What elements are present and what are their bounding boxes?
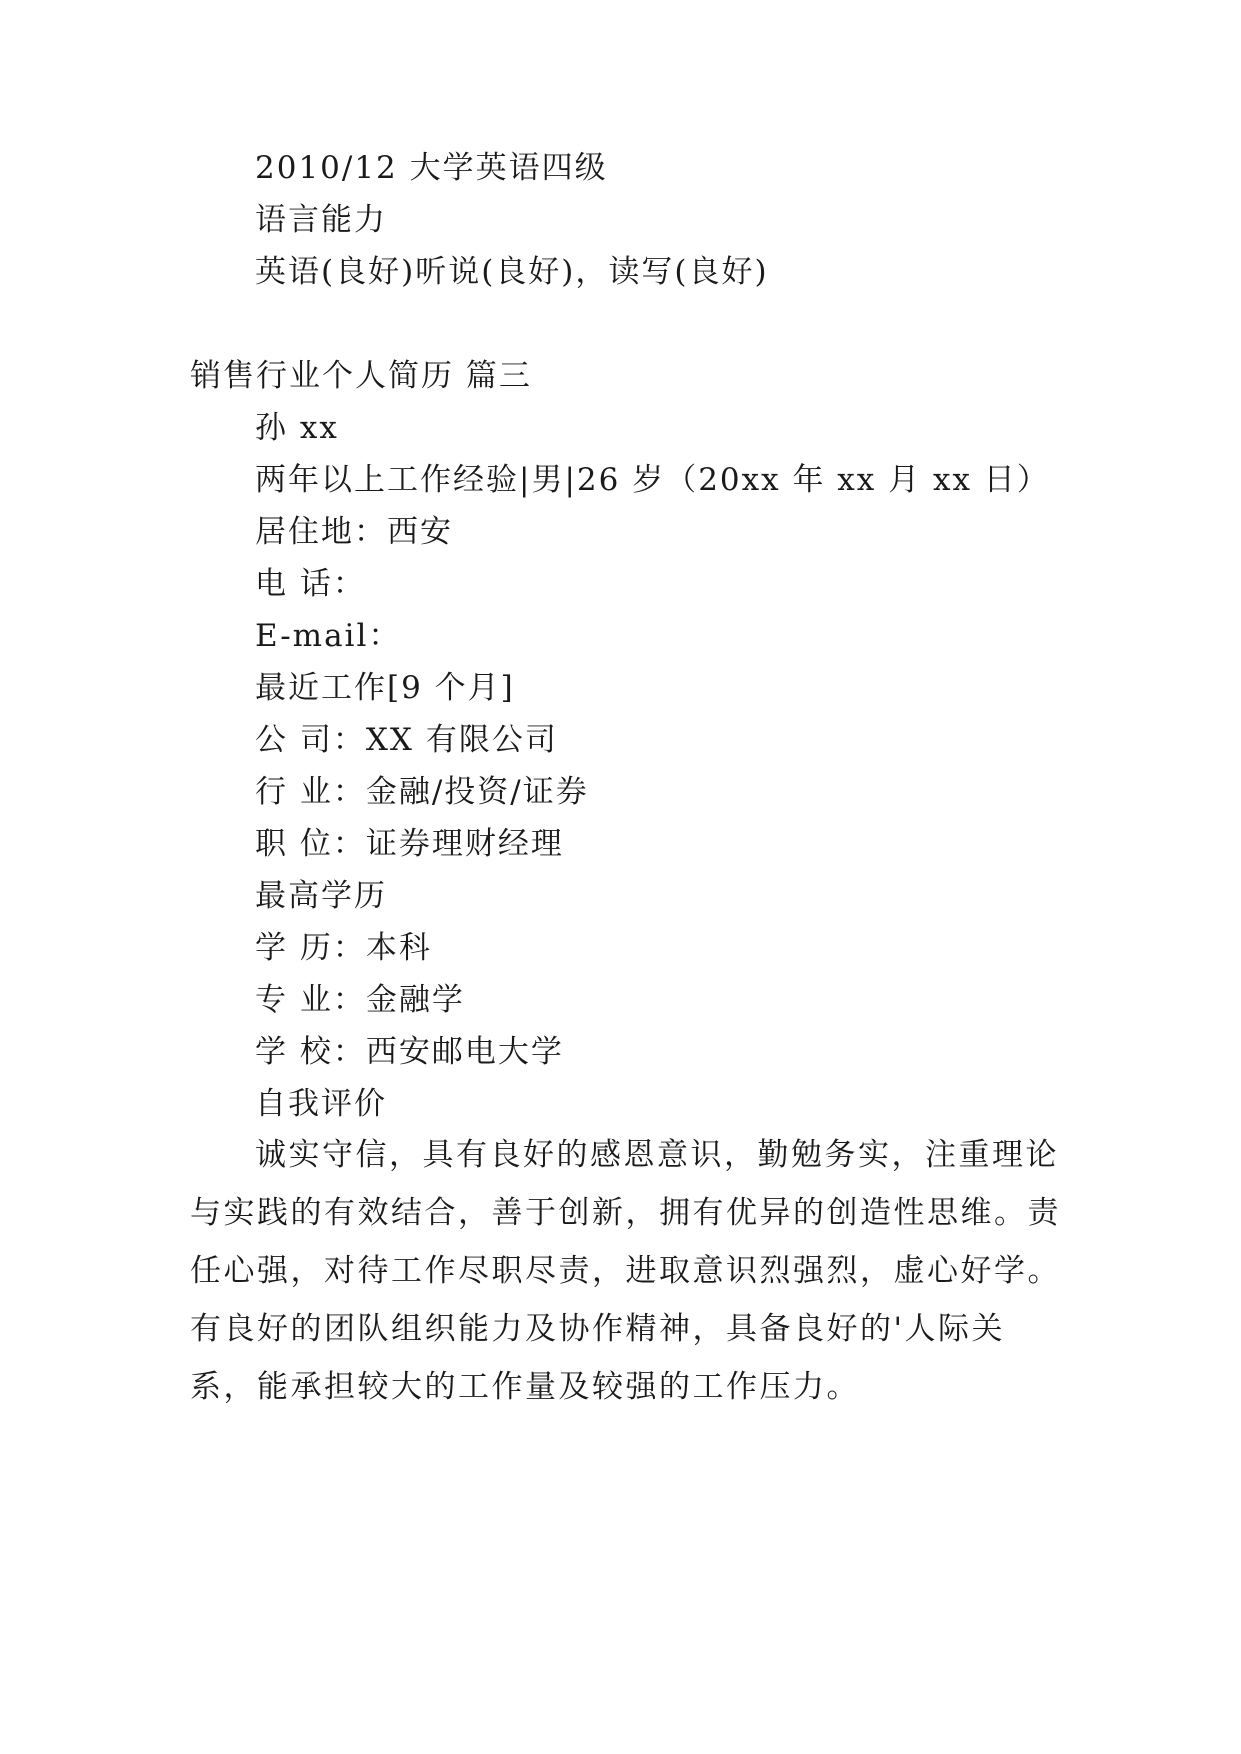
position-field: 职 位：证券理财经理 — [255, 826, 564, 862]
self-eval-heading: 自我评价 — [255, 1086, 387, 1122]
language-detail: 英语(良好)听说(良好)，读写(良好) — [255, 254, 769, 290]
email-field: E-mail： — [255, 618, 402, 654]
section-title: 销售行业个人简历 篇三 — [190, 358, 532, 394]
residence-field: 居住地：西安 — [255, 514, 453, 550]
self-eval-paragraph: 诚实守信，具有良好的感恩意识，勤勉务实，注重理论与实践的有效结合，善于创新，拥有优异的创造性思维。责任心强，对待工作尽职尽责，进取意识烈强烈，虚心好学。有良好的团队组织能力及协作精神，具备良好的'人际关系，能承担较大的工作量及较强的工作压力。 — [190, 1137, 1061, 1405]
education-cert-line: 2010/12 大学英语四级 — [255, 150, 608, 186]
major-field: 专 业：金融学 — [255, 982, 465, 1018]
summary-line: 两年以上工作经验|男|26 岁（20xx 年 xx 月 xx 日） — [255, 462, 1050, 498]
phone-field: 电 话： — [255, 566, 366, 602]
degree-field: 学 历：本科 — [255, 930, 432, 966]
candidate-name: 孙 xx — [255, 410, 339, 446]
recent-job-heading: 最近工作[9 个月] — [255, 670, 515, 706]
language-heading: 语言能力 — [255, 202, 387, 238]
industry-field: 行 业：金融/投资/证券 — [255, 774, 589, 810]
school-field: 学 校：西安邮电大学 — [255, 1034, 564, 1070]
company-field: 公 司：XX 有限公司 — [255, 722, 558, 758]
education-heading: 最高学历 — [255, 878, 387, 914]
